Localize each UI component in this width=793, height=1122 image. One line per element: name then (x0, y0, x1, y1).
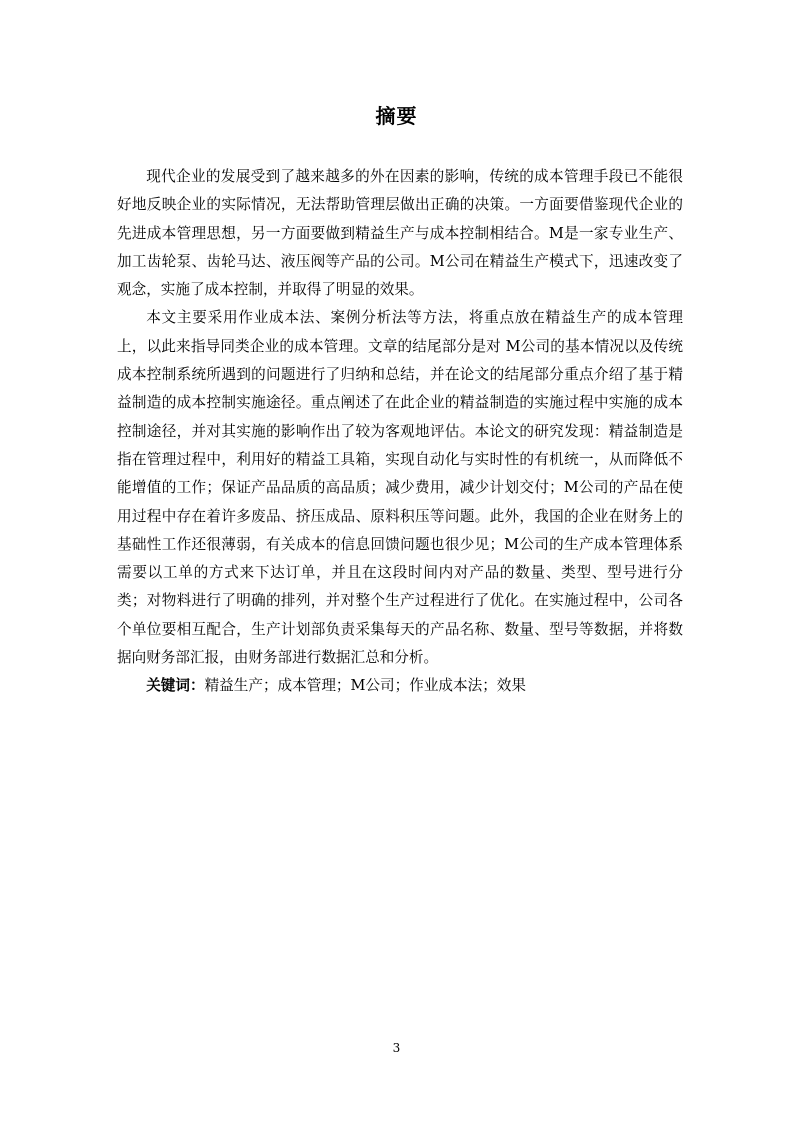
keywords-value: 精益生产；成本管理；M公司；作业成本法；效果 (204, 677, 526, 695)
abstract-title: 摘要 (375, 104, 418, 128)
abstract-paragraph-1: 现代企业的发展受到了越来越多的外在因素的影响，传统的成本管理手段已不能很好地反映企业的实际情况，无法帮助管理层做出正确的决策。一方面要借鉴现代企业的先进成本管理思想，另一方面要做到精益生产与成本控制相结合。M是一家专业生产、加工齿轮泵、齿轮马达、液压阀等产品的公司。M公司在精益生产模式下，迅速改变了观念，实施了成本控制，并取得了明显的效果。 (117, 168, 683, 299)
abstract-paragraph-2: 本文主要采用作业成本法、案例分析法等方法，将重点放在精益生产的成本管理上，以此来指导同类企业的成本管理。文章的结尾部分是对 M公司的基本情况以及传统成本控制系统所遇到的问题进行了归纳和总结，并在论文的结尾部分重点介绍了基于精益制造的成本控制实施途径。重点阐述了在此企业的精益制造的实施过程中实施的成本控制途径，并对其实施的影响作出了较为客观地评估。本论文的研究发现：精益制造是指在管理过程中，利用好的精益工具箱，实现自动化与实时性的有机统一，从而降低不能增值的工作；保证产品品质的高品质；减少费用，减少计划交付；M公司的产品在使用过程中存在着许多废品、挤压成品、原料积压等问题。此外，我国的企业在财务上的基础性工作还很薄弱，有关成本的信息回馈问题也很少见；M公司的生产成本管理体系需要以工单的方式来下达订单，并且在这段时间内对产品的数量、类型、型号进行分类；对物料进行了明确的排列，并对整个生产过程进行了优化。在实施过程中，公司各个单位要相互配合，生产计划部负责采集每天的产品名称、数量、型号等数据，并将数据向财务部汇报，由财务部进行数据汇总和分析。 (117, 309, 683, 667)
page-number: 3 (392, 1041, 401, 1055)
keywords-label: 关键词： (146, 677, 205, 695)
abstract-body (117, 163, 683, 701)
keywords-line (117, 672, 683, 700)
